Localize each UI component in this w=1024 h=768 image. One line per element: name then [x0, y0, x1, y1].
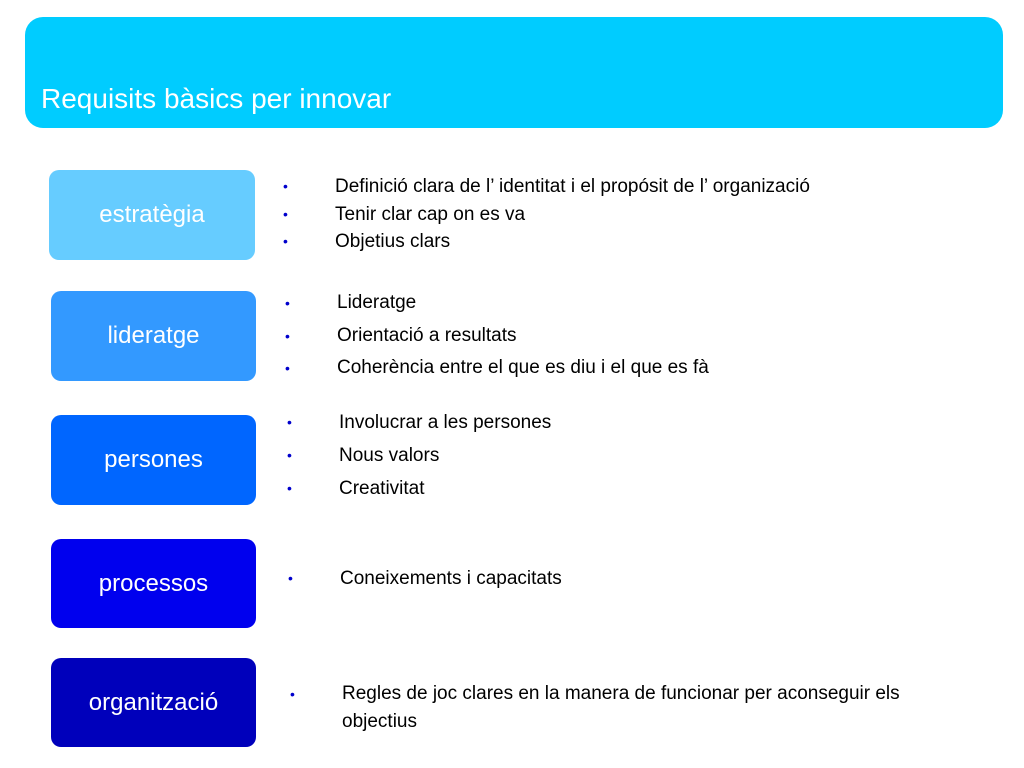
list-item: • Coherència entre el que es diu i el que es fà [337, 352, 709, 385]
list-item: • Tenir clar cap on es va [335, 201, 810, 229]
bullet-icon: • [283, 178, 288, 194]
bullet-icon: • [285, 327, 290, 344]
bullet-icon: • [287, 447, 292, 463]
section-box-lideratge: lideratge [51, 291, 256, 381]
page-title: Requisits bàsics per innovar [41, 83, 392, 114]
section-box-processos: processos [51, 539, 256, 628]
section-box-persones: persones [51, 415, 256, 505]
section-list-estrategia [283, 173, 810, 256]
list-item: • Involucrar a les persones [339, 406, 551, 439]
bullet-icon: • [285, 295, 290, 311]
section-box-organitzacio: organització [51, 658, 256, 747]
title-banner [25, 17, 1003, 128]
section-list-processos [288, 565, 562, 592]
bullet-icon: • [283, 233, 288, 249]
section-list-persones [287, 406, 552, 505]
list-item: • Creativitat [339, 472, 551, 505]
bullet-icon: • [288, 570, 293, 586]
section-box-estrategia: estratègia [49, 170, 255, 260]
list-item: • Regles de joc clares en la manera de funcionar per aconseguir els objectius [342, 680, 902, 736]
bullet-icon: • [285, 360, 290, 376]
list-item: • Nous valors [339, 439, 551, 472]
list-item: • Orientació a resultats [337, 320, 709, 353]
bullet-icon: • [287, 414, 292, 430]
list-item: • Objetius clars [335, 228, 810, 256]
bullet-icon: • [287, 480, 292, 496]
list-item: • Definició clara de l’ identitat i el propósit de l’ organizació [335, 173, 810, 201]
section-list-lideratge [285, 287, 709, 385]
section-list-organitzacio [290, 680, 902, 736]
list-item: • Coneixements i capacitats [340, 565, 562, 592]
list-item: • Lideratge [337, 287, 709, 320]
bullet-icon: • [283, 205, 288, 222]
bullet-icon: • [290, 686, 295, 702]
